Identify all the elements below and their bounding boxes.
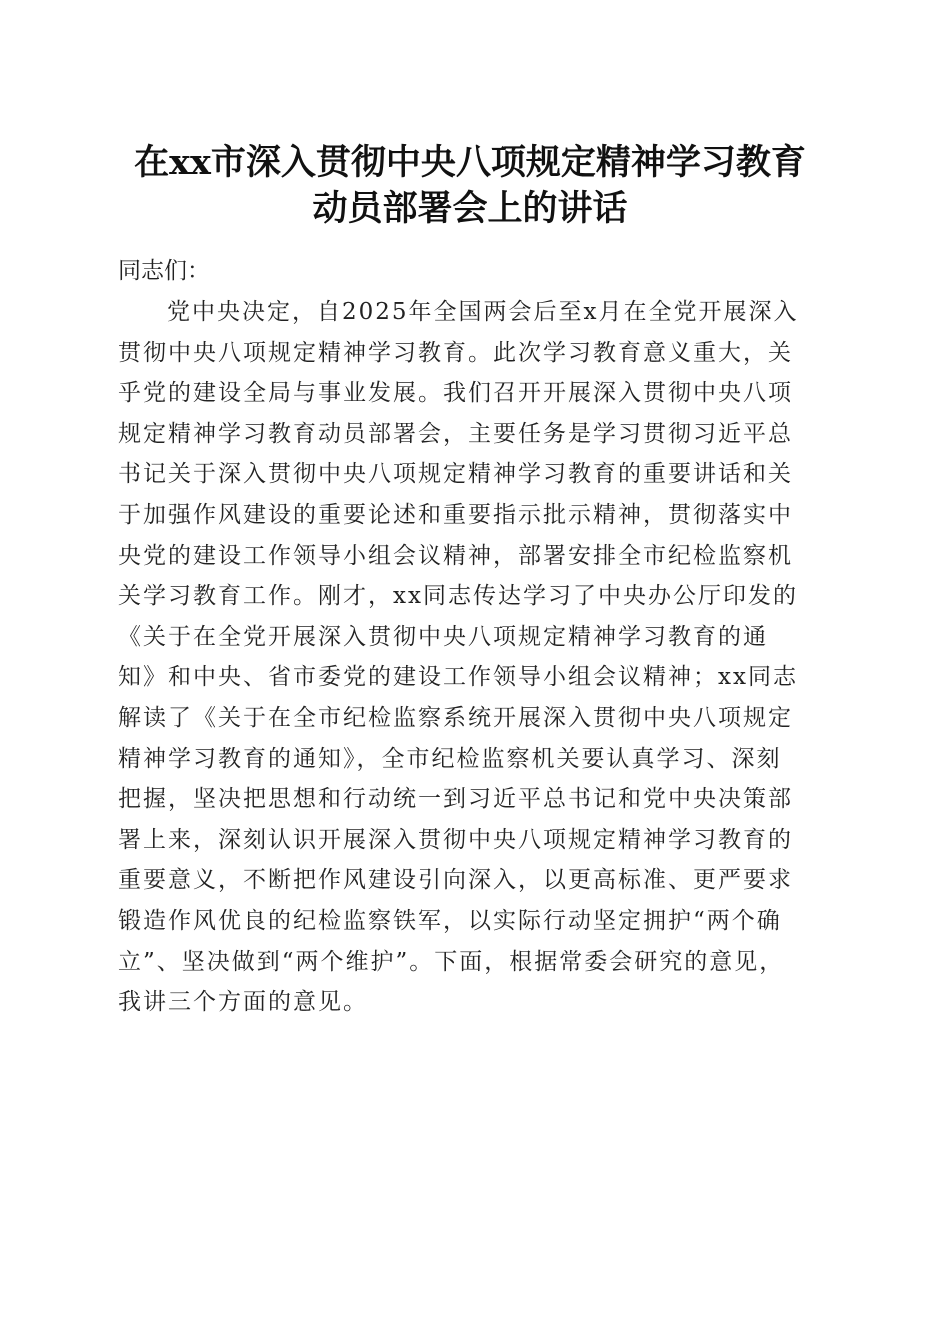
salutation: 同志们： xyxy=(118,258,210,284)
paragraph-line: 贯彻中央八项规定精神学习教育。此次学习教育意义重大，关 xyxy=(118,339,793,366)
paragraph-line: 党中央决定，自2025年全国两会后至x月在全党开展深入 xyxy=(167,299,799,325)
paragraph-line: 把握，坚决把思想和行动统一到习近平总书记和党中央决策部 xyxy=(118,786,793,813)
paragraph-line: 锻造作风优良的纪检监察铁军，以实际行动坚定拥护“两个确 xyxy=(118,907,782,934)
paragraph-line: 规定精神学习教育动员部署会，主要任务是学习贯彻习近平总 xyxy=(118,420,793,447)
title-line-1: 在xx市深入贯彻中央八项规定精神学习教育 xyxy=(134,142,806,183)
opening-paragraph xyxy=(118,292,830,1023)
paragraph-line: 立”、坚决做到“两个维护”。下面，根据常委会研究的意见， xyxy=(118,948,785,975)
paragraph-line: 书记关于深入贯彻中央八项规定精神学习教育的重要讲话和关 xyxy=(118,461,793,488)
paragraph-line: 关学习教育工作。刚才，xx同志传达学习了中央办公厅印发的 xyxy=(118,583,798,610)
paragraph-line: 重要意义，不断把作风建设引向深入，以更高标准、更严要求 xyxy=(118,867,793,894)
paragraph-line: 署上来，深刻认识开展深入贯彻中央八项规定精神学习教育的 xyxy=(118,826,793,853)
speech-body xyxy=(118,250,830,1023)
paragraph-line: 我讲三个方面的意见。 xyxy=(118,989,368,1016)
paragraph-line: 《关于在全党开展深入贯彻中央八项规定精神学习教育的通 xyxy=(118,623,768,650)
paragraph-line: 知》和中央、省市委党的建设工作领导小组会议精神；xx同志 xyxy=(118,664,798,691)
paragraph-line: 解读了《关于在全市纪检监察系统开展深入贯彻中央八项规定 xyxy=(118,704,793,731)
document-title xyxy=(100,140,840,232)
paragraph-line: 于加强作风建设的重要论述和重要指示批示精神，贯彻落实中 xyxy=(118,501,793,528)
title-line-2: 动员部署会上的讲话 xyxy=(312,188,628,229)
paragraph-line: 央党的建设工作领导小组会议精神，部署安排全市纪检监察机 xyxy=(118,542,793,569)
paragraph-line: 乎党的建设全局与事业发展。我们召开开展深入贯彻中央八项 xyxy=(118,380,793,407)
paragraph-line: 精神学习教育的通知》，全市纪检监察机关要认真学习、深刻 xyxy=(118,745,782,772)
